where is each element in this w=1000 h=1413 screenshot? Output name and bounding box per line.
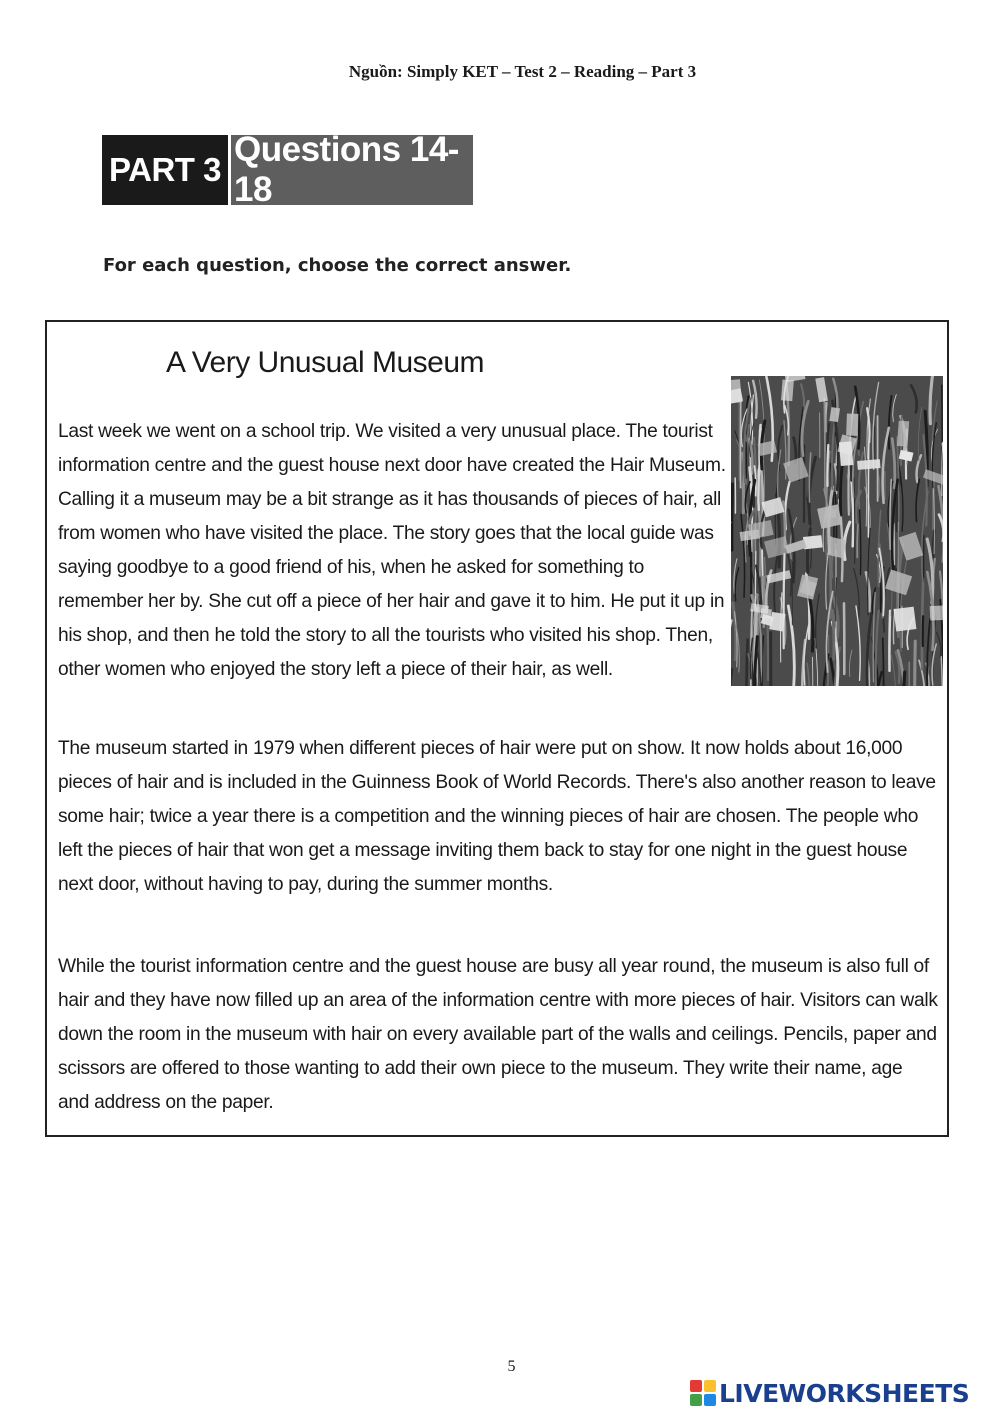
paper-note (846, 413, 858, 435)
hair-strand (836, 578, 837, 621)
passage-paragraph-1: Last week we went on a school trip. We visited a very unusual place. The tourist information centre and the guest house next door have created the Hair Museum. Calling it a museum may be a bit strange as it has thousands of pieces of hair, all from women who have visited the place. The story goes that the local guide was saying goodbye to a good friend of his, when he asked for something to remember her by. She cut off a piece of her hair and gave it to him. He put it up in his shop, and then he told the story to all the tourists who visited his shop. Then, other women who enjoyed the story left a piece of their hair, as well. (58, 421, 726, 680)
liveworksheets-watermark (690, 1378, 969, 1408)
hair-museum-photo (731, 376, 943, 686)
hair-strand (731, 670, 732, 686)
hair-strand (827, 445, 828, 486)
questions-label: Questions 14-18 (228, 135, 473, 205)
paper-note (781, 379, 794, 401)
source-line: Nguồn: Simply KET – Test 2 – Reading – Part 3 (348, 62, 697, 81)
instruction-text: For each question, choose the correct answer. (103, 255, 572, 276)
page-number: 5 (507, 1358, 516, 1375)
hair-strand (857, 524, 858, 557)
part-header (102, 130, 473, 209)
hair-strand (732, 484, 733, 550)
passage-paragraph-2: The museum started in 1979 when different pieces of hair were put on show. It now holds about 16,000 pieces of hair and is included in the Guinness Book of World Records. There's also another reason to leave some hair; twice a year there is a competition and the winning pieces of hair are chosen. The people who left the pieces of hair that won get a message inviting them back to stay for one night in the guest house next door, without having to pay, during the summer months. (58, 738, 936, 895)
watermark-text: LIVEWORKSHEETS (719, 1378, 970, 1408)
hair-photo-graphic (731, 376, 943, 686)
hair-strand (915, 641, 916, 686)
hair-strand (889, 611, 890, 671)
hair-strand (833, 610, 834, 659)
hair-strand (883, 638, 884, 686)
passage-title: A Very Unusual Museum (166, 346, 484, 379)
paper-note (839, 441, 853, 466)
hair-strand (941, 657, 942, 686)
part-label: PART 3 (102, 135, 228, 205)
paper-note (893, 607, 916, 632)
hair-strand (784, 554, 785, 648)
hair-strand (824, 399, 825, 492)
hair-strand (747, 640, 748, 686)
paper-note (857, 459, 880, 470)
paper-note (930, 605, 943, 620)
liveworksheets-logo-icon (690, 1380, 716, 1406)
paper-note (769, 612, 785, 632)
hair-strand (903, 672, 905, 686)
paper-note (897, 421, 909, 447)
passage-paragraph-3: While the tourist information centre and the guest house are busy all year round, the museum is also full of hair and they have now filled up an area of the information centre with more pieces of hair. Visitors can walk down the room in the museum with hair on every available part of the walls and ceilings. Pencils, paper and scissors are offered to those wanting to add their own piece to the museum. They write their name, age and address on the paper. (58, 956, 938, 1113)
passage-box (45, 320, 949, 1137)
